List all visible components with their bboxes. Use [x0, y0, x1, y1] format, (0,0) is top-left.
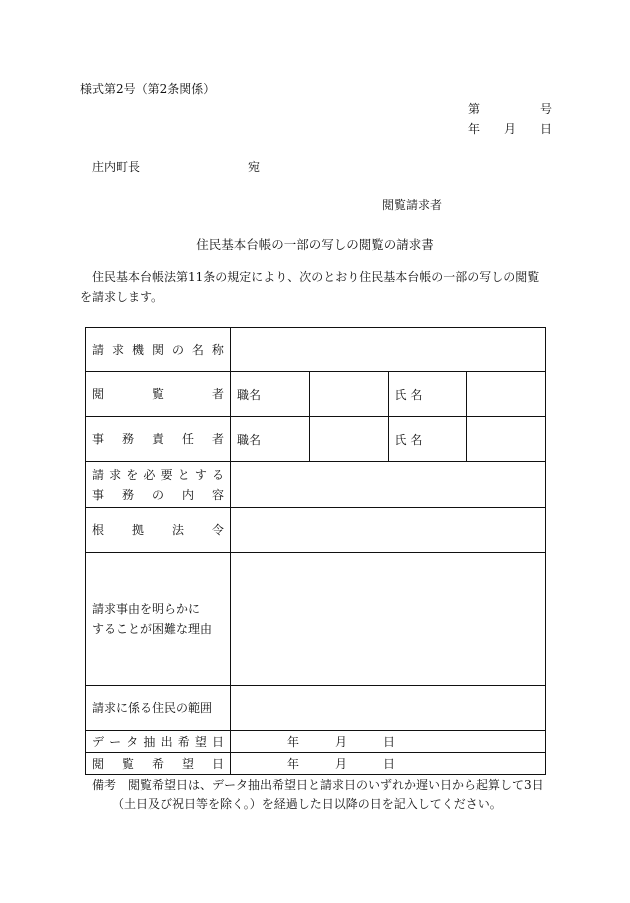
field-viewer-job[interactable]	[309, 372, 388, 417]
purpose-label-l1-char: 請	[92, 467, 105, 482]
org-name-label-char: 請	[92, 342, 105, 357]
manager-job-label: 職名	[231, 417, 310, 462]
row-manager	[86, 417, 546, 462]
field-scope[interactable]	[231, 686, 546, 731]
form-number: 様式第2号（第2条関係）	[80, 82, 216, 96]
row-purpose	[86, 462, 546, 508]
label-difficulty	[86, 553, 231, 686]
manager-name-label: 氏 名	[388, 417, 467, 462]
label-extract-date	[86, 731, 231, 753]
extract-date-label-char: 抽	[143, 734, 156, 749]
remarks	[92, 776, 552, 814]
viewer-job-label: 職名	[231, 372, 310, 417]
view-date-label-char: 希	[151, 756, 164, 771]
manager-label-char: 務	[121, 432, 134, 446]
purpose-label-l1-char: 要	[160, 467, 173, 482]
extract-date-label-char: 望	[194, 734, 207, 749]
purpose-label-l1-char: と	[177, 467, 190, 482]
view-date-label-char: 日	[211, 756, 224, 771]
viewer-label-char: 者	[211, 387, 224, 401]
extract-date-label-char: 日	[211, 734, 224, 749]
document-number: 第 号	[467, 102, 552, 116]
field-law[interactable]	[231, 508, 546, 553]
extract-date-label-char: タ	[126, 734, 139, 749]
field-manager-job[interactable]	[309, 417, 388, 462]
intro-paragraph: 住民基本台帳法第11条の規定により、次のとおり住民基本台帳の一部の写しの閲覧を請求します。	[80, 270, 540, 304]
label-org-name	[86, 328, 231, 372]
field-purpose[interactable]	[231, 462, 546, 508]
row-viewer	[86, 372, 546, 417]
remarks-line1: 備考 閲覧希望日は、データ抽出希望日と請求日のいずれか遅い日から起算して3日	[92, 778, 544, 792]
document-date: 年 月 日	[467, 122, 552, 136]
label-law	[86, 508, 231, 553]
purpose-label-l1-char: 必	[143, 467, 156, 482]
purpose-label-l1-char: を	[126, 467, 139, 482]
extract-date-label-char: 希	[177, 734, 190, 749]
row-view-date	[86, 753, 546, 775]
purpose-label-l1-char: す	[194, 467, 207, 482]
org-name-label-char: 称	[211, 342, 224, 357]
field-viewer-name[interactable]	[467, 372, 546, 417]
view-date-label-char: 望	[181, 756, 194, 771]
label-viewer	[86, 372, 231, 417]
document-title: 住民基本台帳の一部の写しの閲覧の請求書	[196, 237, 434, 252]
row-org-name	[86, 328, 546, 372]
label-difficulty-line2: することが困難な理由	[92, 622, 213, 636]
remarks-line2: （土日及び祝日等を除く。）を経過した日以降の日を記入してください。	[112, 797, 502, 811]
field-extract-date[interactable]: 年 月 日	[231, 731, 546, 753]
request-form-table	[85, 327, 546, 775]
manager-label-char: 者	[211, 432, 224, 446]
field-org-name[interactable]	[231, 328, 546, 372]
viewer-label-char: 覧	[151, 387, 164, 401]
manager-label-char: 責	[151, 432, 164, 446]
extract-date-label-char: ー	[109, 734, 122, 749]
org-name-label-char: の	[171, 342, 184, 357]
viewer-name-label: 氏 名	[388, 372, 467, 417]
label-purpose	[86, 462, 231, 508]
org-name-label-char: 機	[131, 342, 144, 357]
purpose-label-l2-char: 内	[181, 487, 194, 502]
purpose-label-l1-char: 求	[109, 467, 122, 482]
row-extract-date	[86, 731, 546, 753]
label-view-date	[86, 753, 231, 775]
law-label-char: 根	[92, 523, 105, 537]
law-label-char: 拠	[131, 523, 144, 537]
extract-date-label-char: デ	[92, 734, 105, 749]
purpose-label-l2-char: の	[151, 487, 164, 502]
row-scope	[86, 686, 546, 731]
manager-label-char: 任	[181, 432, 194, 446]
label-difficulty-line1: 請求事由を明らかに	[92, 602, 201, 616]
org-name-label-char: 名	[191, 342, 204, 357]
law-label-char: 令	[211, 523, 224, 537]
addressee-suffix: 宛	[248, 160, 261, 174]
requester-label: 閲覧請求者	[382, 198, 443, 212]
purpose-label-l1-char: る	[211, 467, 224, 482]
purpose-label-l2-char: 事	[92, 487, 105, 502]
row-law	[86, 508, 546, 553]
law-label-char: 法	[171, 523, 184, 537]
field-difficulty[interactable]	[231, 553, 546, 686]
view-date-label-char: 覧	[121, 756, 134, 771]
label-manager	[86, 417, 231, 462]
label-scope: 請求に係る住民の範囲	[86, 686, 231, 731]
viewer-label-char: 閲	[92, 387, 105, 401]
purpose-label-l2-char: 務	[121, 487, 134, 502]
org-name-label-char: 求	[111, 342, 124, 357]
purpose-label-l2-char: 容	[211, 487, 224, 502]
view-date-label-char: 閲	[92, 756, 105, 771]
field-manager-name[interactable]	[467, 417, 546, 462]
field-view-date[interactable]: 年 月 日	[231, 753, 546, 775]
addressee-town: 庄内町長	[92, 160, 141, 174]
org-name-label-char: 関	[151, 342, 164, 357]
row-difficulty	[86, 553, 546, 686]
manager-label-char: 事	[92, 432, 105, 446]
extract-date-label-char: 出	[160, 734, 173, 749]
